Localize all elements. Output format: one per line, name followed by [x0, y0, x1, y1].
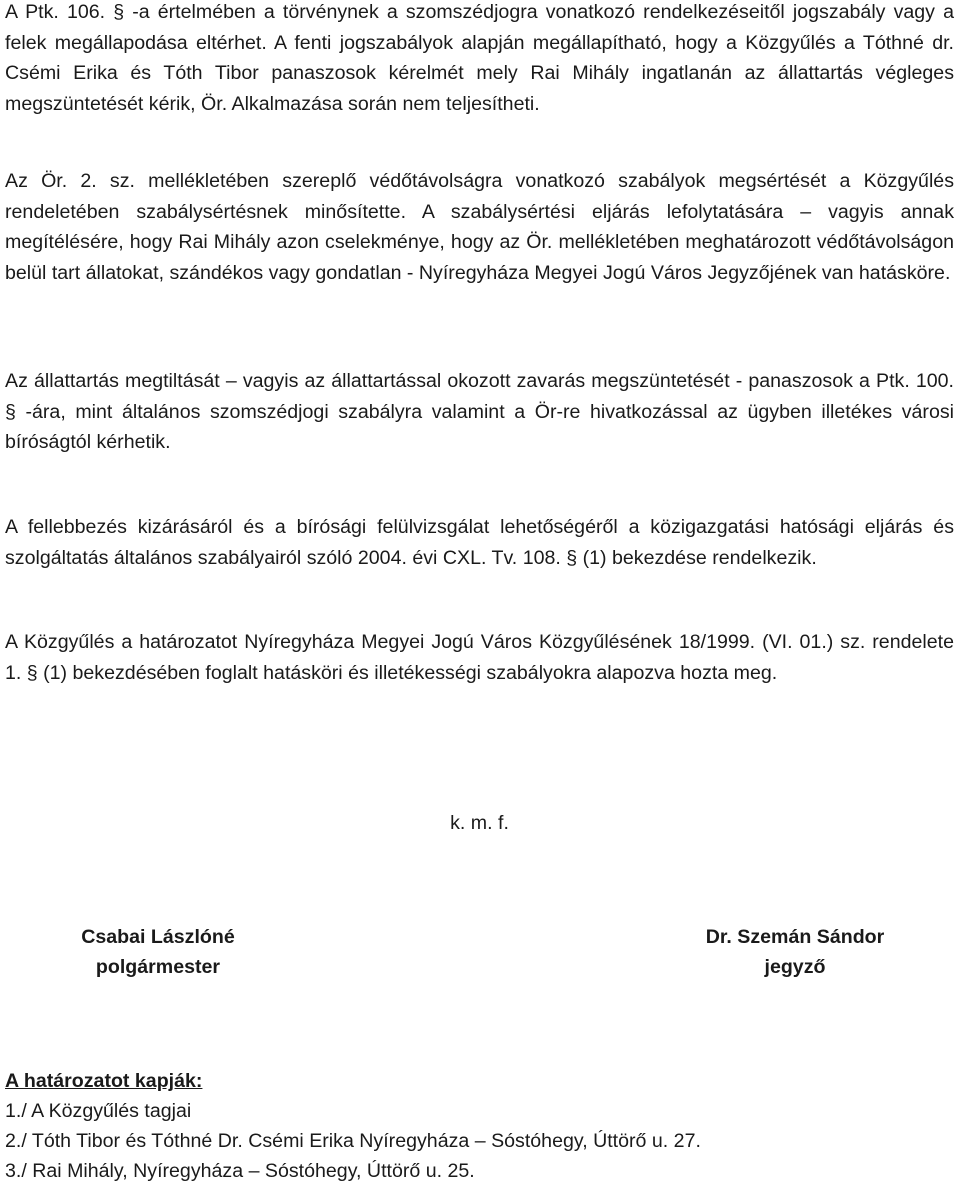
closing-formula: k. m. f. — [450, 812, 509, 834]
recipient-item: 2./ Tóth Tibor és Tóthné Dr. Csémi Erika Nyíregyháza – Sóstóhegy, Úttörő u. 27. — [5, 1130, 701, 1152]
distribution-heading: A határozatot kapják: — [5, 1070, 203, 1092]
recipient-list — [5, 1096, 954, 1186]
signature-block-mayor — [53, 922, 263, 982]
signatory-name: Csabai Lászlóné — [81, 926, 235, 948]
signatory-title: jegyző — [764, 956, 826, 978]
paragraph-neighbour-law: A Ptk. 106. § -a értelmében a törvénynek a szomszédjogra vonatkozó rendelkezéseitől jogszabály vagy a felek megállapodása eltérhet. A fenti jogszabályok alapján megállapítható, hogy a Közgyűlés a Tóthné dr. Csémi Erika és Tóth Tibor panaszosok kérelmét mely Rai Mihály ingatlanán az állattartás végleges megszüntetését kérik, Ör. Alkalmazása során nem teljesítheti. — [5, 1, 954, 115]
signatory-name: Dr. Szemán Sándor — [705, 926, 885, 948]
recipient-item: 1./ A Közgyűlés tagjai — [5, 1100, 192, 1122]
paragraph-appeal-exclusion: A fellebbezés kizárásáról és a bírósági felülvizsgálat lehetőségéről a közigazgatási hatósági eljárás és szolgáltatás általános szabályairól szóló 2004. évi CXL. Tv. 108. § (1) bekezdése rendelkezik. — [5, 516, 954, 569]
recipient-item: 3./ Rai Mihály, Nyíregyháza – Sóstóhegy, Úttörő u. 25. — [5, 1160, 475, 1182]
paragraph-protection-distance: Az Ör. 2. sz. mellékletében szereplő védőtávolságra vonatkozó szabályok megsértését a Közgyűlés rendeletében szabálysértésnek minősítette. A szabálysértési eljárás lefolytatására – vagyis annak megítélésére, hogy Rai Mihály azon cselekménye, hogy az Ör. mellékletében meghatározott védőtávolságon belül tart állatokat, szándékos vagy gondatlan - Nyíregyháza Megyei Jogú Város Jegyzőjének van hatásköre. — [5, 170, 954, 284]
distribution-list — [5, 1066, 954, 1186]
signatory-title: polgármester — [95, 956, 221, 978]
signature-block-notary — [675, 922, 915, 982]
paragraph-prohibition-of-animal-keeping: Az állattartás megtiltását – vagyis az állattartással okozott zavarás megszüntetését - panaszosok a Ptk. 100. § -ára, mint általános szomszédjogi szabályra valamint a Ör-re hivatkozással az ügyben illetékes városi bíróságtól kérhetik. — [5, 370, 954, 453]
paragraph-legal-basis: A Közgyűlés a határozatot Nyíregyháza Megyei Jogú Város Közgyűlésének 18/1999. (VI. 01.) sz. rendelete 1. § (1) bekezdésében foglalt hatásköri és illetékességi szabályokra alapozva hozta meg. — [5, 631, 954, 684]
